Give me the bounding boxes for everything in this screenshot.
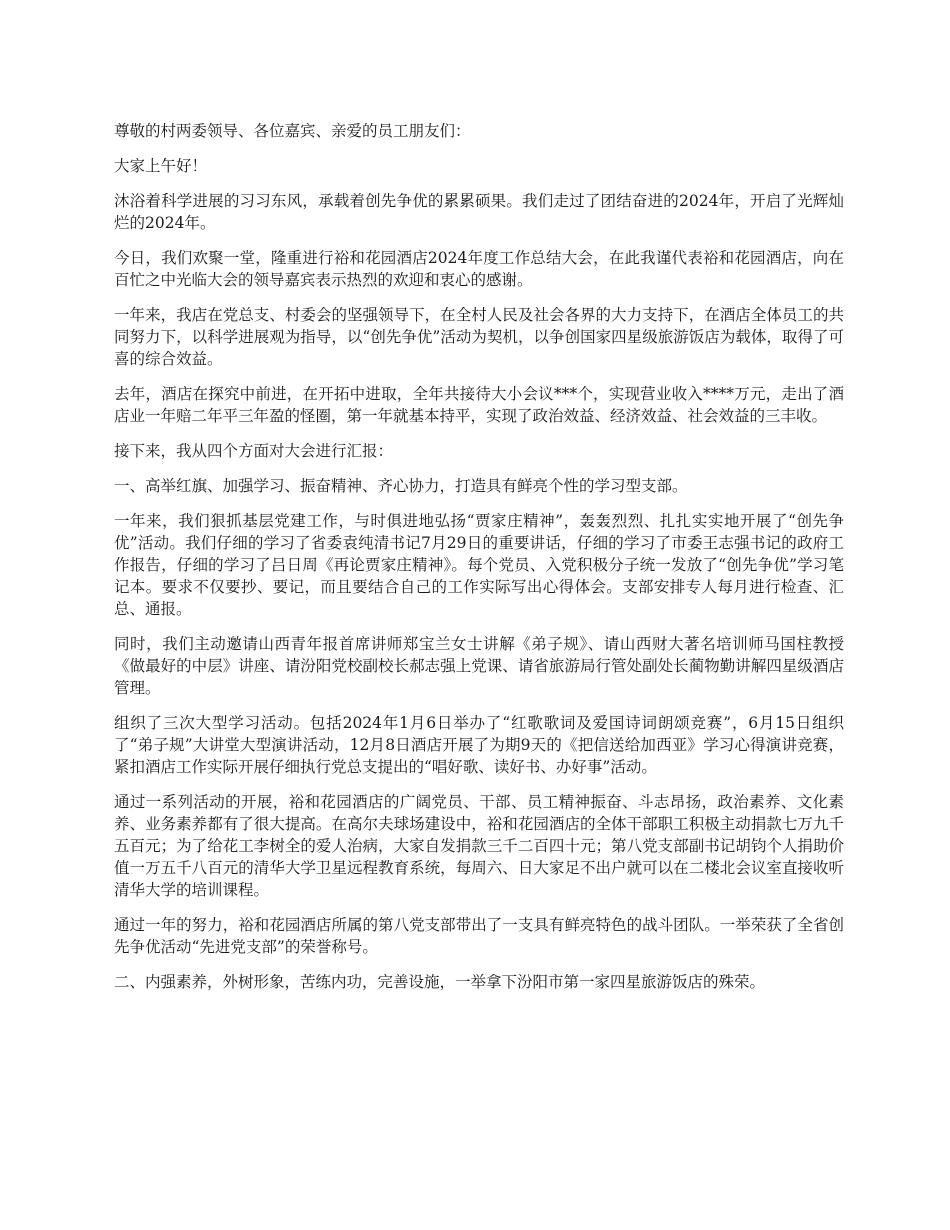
- section-heading: 二、内强素养，外树形象，苦练内功，完善设施，一举拿下汾阳市第一家四星旅游饭店的殊荣。: [114, 973, 766, 991]
- paragraph: 同时，我们主动邀请山西青年报首席讲师郑宝兰女士讲解《弟子规》、请山西财大著名培训师马国柱教授《做最好的中层》讲座、请汾阳党校副校长郝志强上党课、请省旅游局行管处副处长蔺物勤讲解四星级酒店管理。: [114, 635, 844, 697]
- salutation: 尊敬的村两委领导、各位嘉宾、亲爱的员工朋友们：: [114, 122, 471, 140]
- paragraph: 接下来，我从四个方面对大会进行汇报：: [114, 442, 394, 460]
- paragraph: 今日，我们欢聚一堂，隆重进行裕和花园酒店2024年度工作总结大会，在此我谨代表裕和花园酒店，向在百忙之中光临大会的领导嘉宾表示热烈的欢迎和衷心的感谢。: [114, 249, 844, 289]
- paragraph: 一年来，我们狠抓基层党建工作，与时俱进地弘扬“贾家庄精神”，轰轰烈烈、扎扎实实地开展了“创先争优”活动。我们仔细的学习了省委袁纯清书记7月29日的重要讲话，仔细的学习了市委王志强书记的政府工作报告，仔细的学习了吕日周《再论贾家庄精神》。每个党员、入党积极分子统一发放了“创先争优”学习笔记本。要求不仅要抄、要记，而且要结合自己的工作实际写出心得体会。支部安排专人每月进行检查、汇总、通报。: [114, 512, 844, 618]
- document-body: [114, 120, 844, 1006]
- paragraph: 组织了三次大型学习活动。包括2024年1月6日举办了“红歌歌词及爱国诗词朗颂竞赛”，6月15日组织了“弟子规”大讲堂大型演讲活动，12月8日酒店开展了为期9天的《把信送给加西亚》学习心得演讲竞赛，紧扣酒店工作实际开展仔细执行党总支提出的“唱好歌、读好书、办好事”活动。: [114, 714, 844, 776]
- paragraph: 通过一年的努力，裕和花园酒店所属的第八党支部带出了一支具有鲜亮特色的战斗团队。一举荣获了全省创先争优活动“先进党支部”的荣誉称号。: [114, 916, 844, 956]
- section-heading: 一、高举红旗、加强学习、振奋精神、齐心协力，打造具有鲜亮个性的学习型支部。: [114, 477, 688, 495]
- paragraph: 通过一系列活动的开展，裕和花园酒店的广阔党员、干部、员工精神振奋、斗志昂扬，政治素养、文化素养、业务素养都有了很大提高。在高尔夫球场建设中，裕和花园酒店的全体干部职工积极主动捐款七万九千五百元；为了给花工李树全的爱人治病，大家自发捐款三千二百四十元；第八党支部副书记胡钧个人捐助价值一万五千八百元的清华大学卫星远程教育系统，每周六、日大家足不出户就可以在二楼北会议室直接收听清华大学的培训课程。: [114, 793, 844, 899]
- greeting: 大家上午好！: [114, 157, 208, 175]
- paragraph: 去年，酒店在探究中前进，在开拓中进取，全年共接待大小会议***个，实现营业收入****万元，走出了酒店业一年赔二年平三年盈的怪圈，第一年就基本持平，实现了政治效益、经济效益、社会效益的三丰收。: [114, 385, 844, 425]
- paragraph: 一年来，我店在党总支、村委会的坚强领导下，在全村人民及社会各界的大力支持下，在酒店全体员工的共同努力下，以科学进展观为指导，以“创先争优”活动为契机，以争创国家四星级旅游饭店为载体，取得了可喜的综合效益。: [114, 306, 844, 368]
- paragraph: 沐浴着科学进展的习习东风，承载着创先争优的累累硕果。我们走过了团结奋进的2024年，开启了光辉灿烂的2024年。: [114, 192, 844, 232]
